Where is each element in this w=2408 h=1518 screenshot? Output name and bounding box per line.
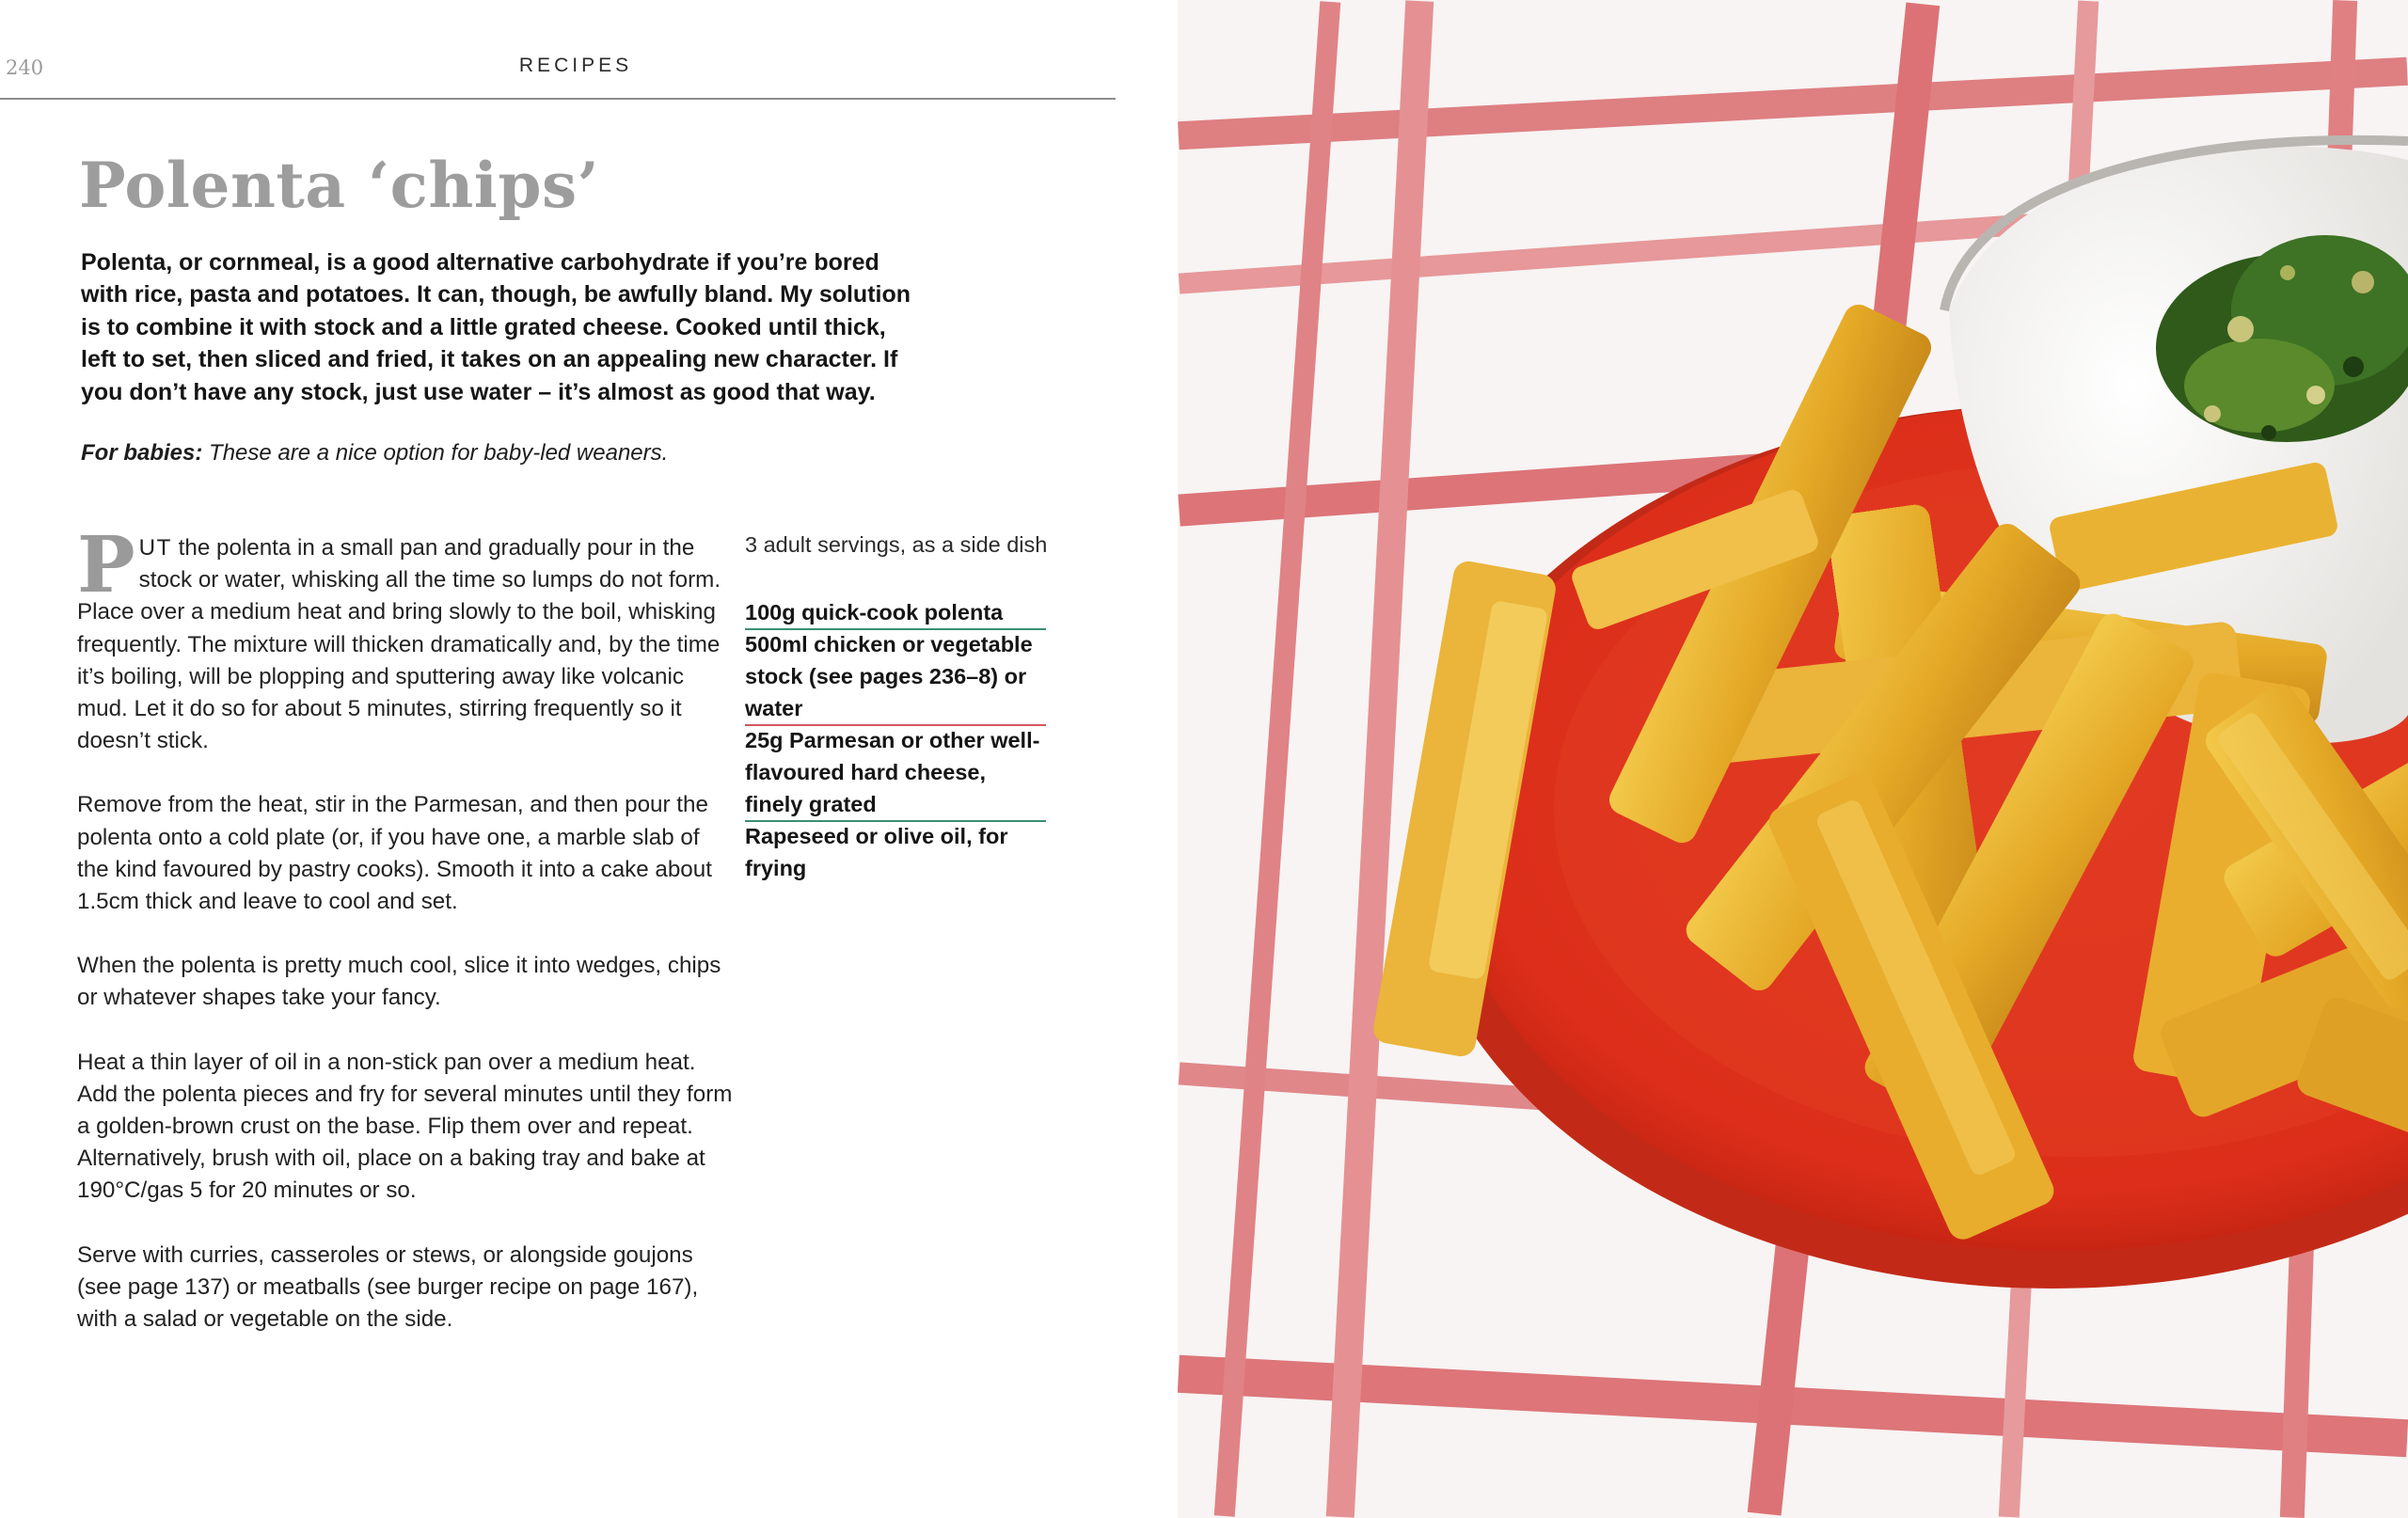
ingredient-item: 500ml chicken or vegetable stock (see pages 236–8) or water	[745, 628, 1046, 727]
method-step-2: Remove from the heat, stir in the Parmesan, and then pour the polenta onto a cold plate (or, if you have one, a marble slab of the kind favoured by pastry cooks). Smooth it into a cake about 1.5cm thick and leave to cool and set.	[77, 792, 712, 915]
drop-cap: P	[77, 520, 135, 610]
recipe-title: Polenta ‘chips’	[79, 149, 600, 222]
ingredient-list	[745, 596, 1046, 884]
ingredient-item: Rapeseed or olive oil, for frying	[745, 823, 1008, 881]
method-step-1-text: the polenta in a small pan and gradually pour in the stock or water, whisking all the time so lumps do not form. Place over a medium heat and bring slowly to the boil, whisking frequently. The mixture will thicken dramatically and, by the time it’s boiling, will be plopping and sputtering away like volcanic mud. Let it do so for about 5 minutes, stirring frequently so it doesn’t stick.	[77, 535, 721, 754]
polenta-chips-photo	[1178, 0, 2408, 1518]
left-page	[0, 0, 1178, 1518]
first-word-rest: UT	[138, 535, 172, 561]
ingredient-item: 25g Parmesan or other well-flavoured hard cheese, finely grated	[745, 724, 1046, 823]
food-photo	[1178, 0, 2408, 1518]
method-step-1	[77, 520, 736, 757]
method-step-3: When the polenta is pretty much cool, slice it into wedges, chips or whatever shapes take your fancy.	[77, 953, 721, 1011]
servings: 3 adult servings, as a side dish	[745, 532, 1048, 557]
babies-text: These are a nice option for baby-led weaners.	[202, 440, 669, 466]
recipe-intro: Polenta, or cornmeal, is a good alternative carbohydrate if you’re bored with rice, pasta and potatoes. It can, though, be awfully bland. My solution is to combine it with stock and a little grated cheese. Cooked until thick, left to set, then sliced and fried, it takes on an appealing new character. If you don’t have any stock, just use water – it’s almost as good that way.	[81, 249, 911, 405]
babies-label: For babies:	[81, 440, 203, 466]
method-column	[77, 520, 736, 1368]
header-rule	[0, 98, 1116, 100]
running-head: RECIPES	[518, 55, 633, 76]
page-number: 240	[6, 56, 44, 79]
method-step-4: Heat a thin layer of oil in a non-stick pan over a medium heat. Add the polenta pieces and fry for several minutes until they form a golden-brown crust on the base. Flip them over and repeat. Alternatively, brush with oil, place on a baking tray and bake at 190°C/gas 5 for 20 minutes or so.	[77, 1049, 733, 1204]
babies-note	[81, 440, 927, 466]
ingredient-item: 100g quick-cook polenta	[745, 596, 1046, 630]
method-step-5: Serve with curries, casseroles or stews, or alongside goujons (see page 137) or meatballs (see burger recipe on page 167), with a salad or vegetable on the side.	[77, 1241, 699, 1333]
